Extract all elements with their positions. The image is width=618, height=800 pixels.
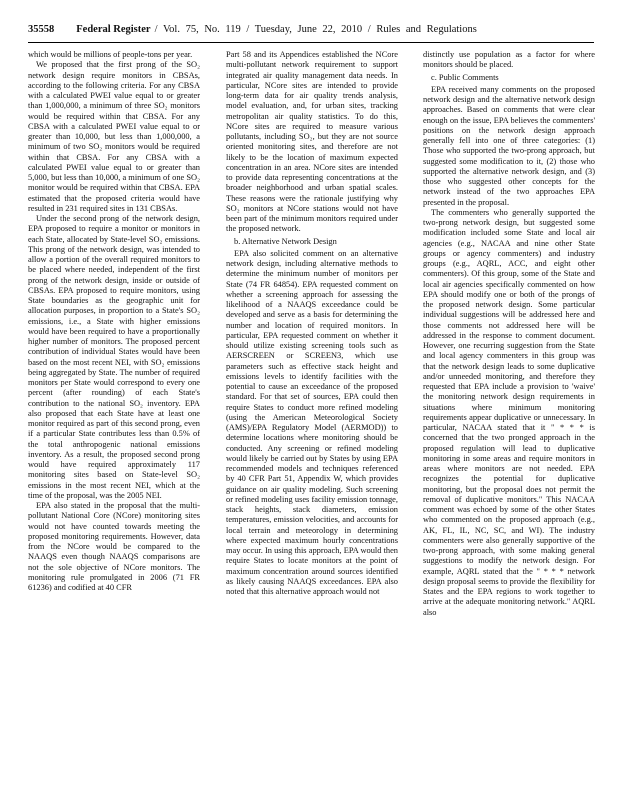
paragraph: Part 58 and its Appendices established the NCore multi-pollutant network requirement to support integrated air quality management data needs. In particular, NCore sites are intended to provide long-term data for air quality trends analysis, model evaluation, and, for urban sites, tracking metropolitan air quality statistics. To do this, NCore sites are required to measure various pollutants, including SO₂, but they are not source oriented monitoring sites, and therefore are not likely to be the location of maximum expected concentration in an area. NCore sites are intended to provide data representing concentrations at the broader neighborhood and urban spatial scales. These reasons were the rationale justifying why SO₂ monitors at NCore stations would not have been part of the minimum monitors required under the proposed network.: [226, 50, 398, 234]
paragraph: Under the second prong of the network design, EPA proposed to require a monitor or monitors in each State, allocated by State-level SO₂ emissions. This prong of the network design, was intended to allow a portion of the overall required monitors to be placed where needed, independent of the first prong of the network design, inside or outside of CBSAs. EPA proposed to require monitors, using State boundaries as the geographic unit for allocation purposes, in proportion to a State's SO₂ emissions, i.e., a State with higher emissions would have been required to have a proportionally higher number of monitors. The proposed percent contribution of individual States would have been based on the most recent NEI, with SO₂ emissions being aggregated by State. The number of required monitors per State would correspond to every one percent (after rounding) of each State's contribution to the national SO₂ inventory. EPA also proposed that each State have at least one monitor required as part of this second prong, even if a particular State contributes less than 0.5% of the total anthropogenic national emissions inventory. As a result, the proposed second prong would have required approximately 117 monitoring sites based on State-level SO₂ emissions in the most recent NEI, which at the time of the proposal, was the 2005 NEI.: [28, 214, 200, 500]
paragraph: We proposed that the first prong of the SO₂ network design require monitors in CBSAs, according to the following criteria. For any CBSA with a calculated PWEI value equal to or greater than 1,000,000, a minimum of three SO₂ monitors would be required within that CBSA. For any CBSA with a calculated PWEI value equal to or greater than 10,000, but less than 1,000,000, a minimum of two SO₂ monitors would be required within that CBSA. For any CBSA with a calculated PWEI value equal to or greater than 5,000, but less than 10,000, a minimum of one SO₂ monitor would be required within that CBSA. EPA estimated that the proposed criteria would have resulted in 231 required sites in 131 CBSAs.: [28, 60, 200, 213]
paragraph: EPA also stated in the proposal that the multi-pollutant National Core (NCore) monitoring sites would not have counted towards meeting the proposed monitoring requirements. However, data from the NCore would be compared to the NAAQS even though NAAQS comparisons are not the sole objective of NCore monitors. The monitoring rule promulgated in 2006 (71 FR 61236) and codified at 40 CFR: [28, 501, 200, 592]
paragraph: EPA received many comments on the proposed network design and the alternative network design approaches. Based on comments that were clear enough on the issue, EPA believes the commenters' positions on the network design approach generally fell into one of three categories: (1) Those who supported the two-prong approach, but suggested some modification to it, (2) those who supported the alternative network design, and (3) those who suggested other concepts for the network instead of the two approaches EPA presented in the proposal.: [423, 84, 595, 207]
section-heading: b. Alternative Network Design: [234, 236, 337, 246]
text-column-2: [226, 50, 398, 790]
page-number: 35558: [28, 24, 55, 35]
paragraph: which would be millions of people-tons per year.: [28, 50, 193, 59]
text-column-3: [423, 50, 595, 790]
text-column-1: [28, 50, 200, 790]
paragraph: The commenters who generally supported the two-prong network design, but suggested some modification included some State and local air agencies (e.g., NACAA and nine other State groups or agency commenters) and industry groups (e.g., AQRL, ACC, and eight other commenters). Of this group, some of the State and local air agencies specifically commented on how EPA should modify one or both of the prongs of the proposed network design. Some particular individual suggestions will be addressed here and those comments not addressed here will be addressed in the response to comment document. However, one recurring suggestion from the State and local agency commenters in this group was that the network design leads to some duplicative and/or unneeded monitoring, and therefore they requested that EPA include a provision to 'waive' the monitoring network design requirements in situations where minimum monitoring requirements appear duplicative or unnecessary. In particular, NACAA stated that it " * * * is concerned that the two pronged approach in the proposed regulation will lead to duplicative monitoring in some areas and require monitors in areas where monitors are not needed. EPA recognizes the potential for duplicative monitoring, but the proposal does not permit the removal of duplicative monitors." This NACAA comment was echoed by some of the other States who commented on the proposed approach (e.g., AK, FL, IL, NC, SC, and WI). The industry commenters were also generally supportive of the two-prong approach, with some making general suggestions to modify the network design. For example, AQRL stated that the " * * * network design proposal seems to provide the flexibility for States and the EPA regions to work together to arrive at the adequate monitoring network." AQRL also: [423, 207, 595, 617]
paragraph: EPA also solicited comment on an alternative network design, including alternative methods to determine the minimum number of monitors per State (74 FR 64854). EPA requested comment on whether a screening approach for assessing the likelihood of a NAAQS exceedance could be developed and serve as a basis for determining the number and location of required monitors. In particular, EPA requested comment on whether it should utilize existing screening tools such as AERSCREEN or SCREEN3, which use parameters such as effective stack height and emissions levels to identify facilities with the potential to cause an exceedance of the proposed standard. For that set of sources, EPA could then require States to conduct more refined modeling (using the American Meteorological Society (AMS)/EPA Regulatory Model (AERMOD)) to determine locations where monitoring should be conducted. Any screening or refined modeling would likely be carried out by States by using EPA recommended models and techniques referenced by 40 CFR Part 51, Appendix W, which provides guidance on air quality modeling. Such screening or refined modeling uses facility emission tonnage, stack heights, stack diameters, emission temperatures, emission velocities, and accounts for local terrain and meteorology in determining where expected maximum hourly concentrations may occur. In using this approach, EPA would then require States to locate monitors at the point of maximum concentration around sources identified as likely causing NAAQS exceedances. EPA also noted that this alternative approach would not: [226, 248, 398, 596]
publication-name: Federal Register: [76, 24, 151, 35]
header-rule: [28, 42, 594, 43]
paragraph: distinctly use population as a factor for where monitors should be placed.: [423, 50, 595, 70]
issue-info: / Vol. 75, No. 119 / Tuesday, June 22, 2010 / Rules and Regulations: [154, 24, 477, 35]
section-heading: c. Public Comments: [431, 72, 499, 82]
page-header: [28, 24, 594, 40]
